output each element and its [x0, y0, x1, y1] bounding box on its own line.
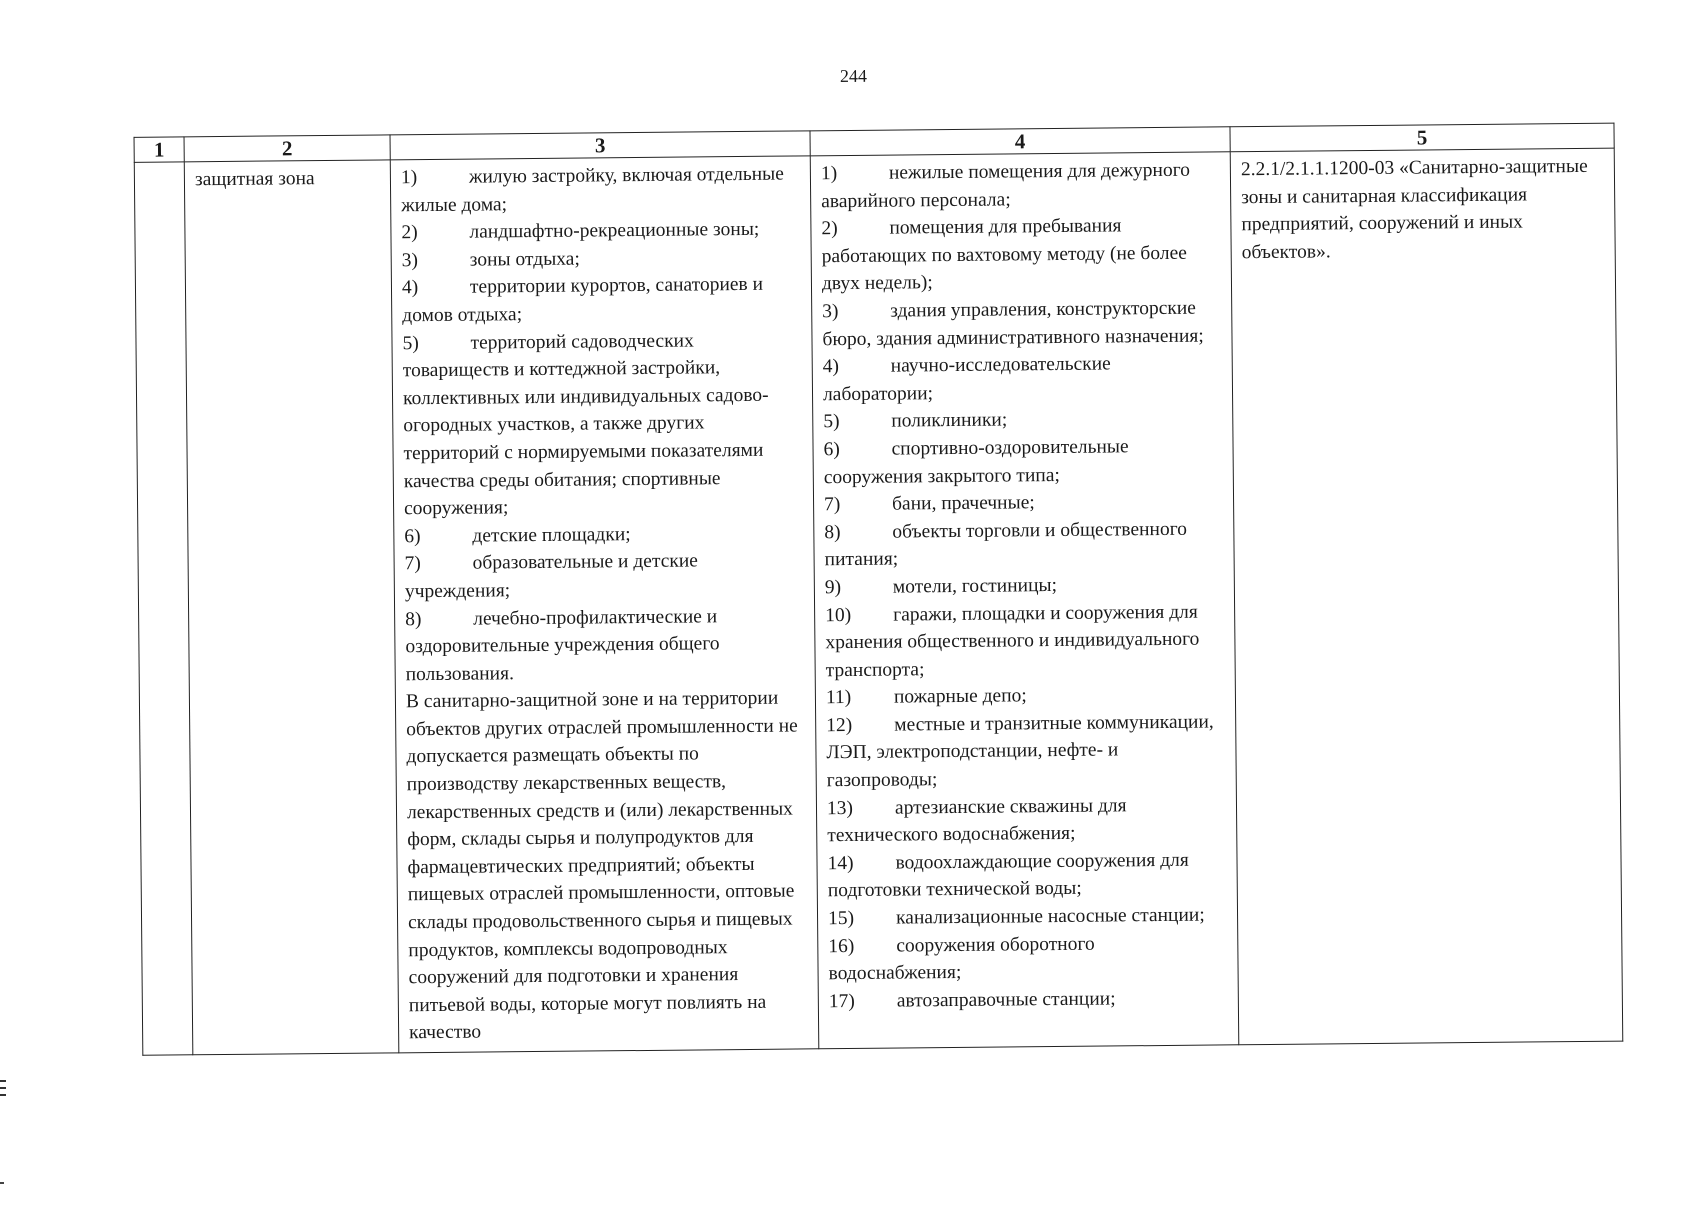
list-item-number: 13): [826, 797, 854, 819]
list-item: [823, 432, 1223, 491]
prohibited-objects-list: [401, 160, 805, 688]
list-item-text: автозаправочные станции;: [896, 988, 1116, 1012]
list-item-number: 17): [828, 990, 855, 1013]
list-item: [402, 271, 802, 330]
list-item-number: 12): [826, 714, 853, 737]
list-item-text: научно-исследовательские лаборатории;: [822, 353, 1111, 405]
header-col-2: 2: [184, 135, 390, 162]
cell-prohibited-objects: [390, 156, 819, 1053]
list-item: [823, 350, 1223, 409]
cell-permitted-objects: [810, 152, 1239, 1049]
cell-normative-reference: 2.2.1/2.1.1.1200-03 «Санитарно-защитные зоны и санитарная классификация предприятий, сооружений и иных объектов».: [1230, 148, 1623, 1045]
list-item-number: 8): [824, 521, 841, 543]
list-item-number: 4): [401, 277, 419, 299]
list-item: [826, 708, 1226, 795]
list-item-text: бани, прачечные;: [891, 492, 1035, 515]
header-col-4: 4: [810, 127, 1230, 156]
list-item-number: 15): [827, 907, 855, 930]
list-item: [401, 160, 801, 219]
list-item-text: жилую застройку, включая отдельные жилые дома;: [401, 163, 784, 216]
list-item-number: 4): [822, 356, 840, 378]
list-item-text: поликлиники;: [891, 409, 1008, 432]
list-item-text: объекты торговли и общественного питания;: [824, 518, 1188, 571]
list-item-number: 10): [825, 604, 852, 626]
list-item-text: территорий садоводческих товариществ и коттеджной застройки, коллективных или индивидуальных садово-огородных участков, а также других территорий с нормируемыми показателями качества среды обитания; спортивные сооружения;: [402, 330, 769, 520]
list-item: [827, 791, 1227, 850]
list-item: [821, 156, 1221, 215]
list-item: [825, 570, 1224, 601]
list-item-number: 1): [820, 163, 838, 185]
prohibition-paragraph: В санитарно-защитной зоне и на территории объектов других отраслей промышленности не допускается размещать объекты по производству лекарственных веществ, лекарственных средств и (или) лекарственных форм, склады сырья и полупродуктов для фармацевтических предприятий; объекты пищевых отраслей промышленности, оптовые склады продовольственного сырья и пищевых продуктов, комплексы водопроводных сооружений для подготовки и хранения питьевой воды, которые могут повлиять на качество: [405, 687, 798, 1044]
table-row: [134, 148, 1623, 1055]
list-item: [822, 294, 1222, 353]
list-item-number: 2): [821, 218, 838, 240]
list-item-text: водоохлаждающие сооружения для подготовки технической воды;: [827, 849, 1189, 902]
list-item: [827, 846, 1227, 905]
list-item: [402, 326, 803, 523]
page-number: 244: [839, 65, 868, 87]
regulation-table: [134, 123, 1624, 1056]
list-item-text: артезианские скважины для технического водоснабжения;: [827, 794, 1127, 847]
list-item-number: 3): [822, 301, 839, 323]
list-item: [825, 598, 1225, 685]
list-item-text: спортивно-оздоровительные сооружения закрытого типа;: [823, 436, 1129, 488]
list-item-number: 6): [404, 525, 421, 547]
list-item: [404, 519, 803, 550]
list-item: [405, 602, 805, 689]
header-col-3: 3: [390, 131, 810, 160]
list-item-number: 2): [401, 222, 418, 244]
list-item-number: 16): [828, 935, 855, 957]
list-item-text: зоны отдыха;: [469, 248, 580, 271]
list-item-number: 6): [823, 439, 840, 461]
list-item-text: территории курортов, санаториев и домов отдыха;: [402, 274, 764, 327]
list-item: [824, 515, 1224, 574]
list-item: [401, 216, 800, 247]
list-item-number: 3): [401, 249, 419, 272]
list-item-text: местные и транзитные коммуникации, ЛЭП, электроподстанции, нефте- и газопроводы;: [826, 711, 1214, 792]
list-item-number: 7): [404, 553, 421, 575]
list-item-text: ландшафтно-рекреационные зоны;: [469, 219, 760, 243]
list-item-number: 7): [823, 494, 841, 516]
edge-scan-marks: [0, 1080, 6, 1101]
list-item-number: 5): [823, 411, 840, 433]
list-item-number: 5): [402, 332, 419, 354]
header-col-5: 5: [1230, 123, 1614, 152]
list-item: [828, 901, 1227, 932]
permitted-objects-list: [821, 156, 1228, 1015]
header-col-1: 1: [134, 137, 184, 162]
list-item: [823, 405, 1222, 436]
list-item-number: 14): [827, 852, 854, 875]
list-item-text: мотели, гостиницы;: [892, 574, 1058, 598]
list-item-number: 9): [824, 576, 842, 599]
list-item-text: пожарные депо;: [893, 685, 1027, 708]
list-item-text: образовательные и детские учреждения;: [404, 550, 698, 603]
list-item-text: нежилые помещения для дежурного аварийного персонала;: [821, 159, 1191, 212]
cell-zone-name: защитная зона: [184, 160, 399, 1055]
list-item-text: сооружения оборотного водоснабжения;: [828, 933, 1095, 985]
list-item: [828, 929, 1228, 988]
list-item: [829, 984, 1228, 1015]
list-item-text: лечебно-профилактические и оздоровительные учреждения общего пользования.: [405, 605, 720, 685]
list-item-text: помещения для пребывания работающих по вахтовому методу (не более двух недель);: [821, 215, 1187, 295]
edge-tick-mark: [0, 1182, 4, 1184]
list-item: [402, 243, 801, 274]
list-item-text: здания управления, конструкторские бюро, здания административного назначения;: [822, 297, 1204, 350]
list-item-number: 11): [825, 687, 852, 709]
list-item: [826, 681, 1225, 712]
list-item: [821, 212, 1221, 299]
list-item: [824, 488, 1223, 519]
list-item-number: 8): [405, 608, 422, 630]
cell-col-1: [134, 162, 193, 1055]
list-item-number: 1): [400, 167, 418, 189]
list-item: [405, 547, 805, 606]
list-item-text: гаражи, площадки и сооружения для хранения общественного и индивидуального транспорта;: [825, 601, 1200, 681]
list-item-text: канализационные насосные станции;: [895, 904, 1205, 929]
list-item-text: детские площадки;: [472, 523, 631, 547]
